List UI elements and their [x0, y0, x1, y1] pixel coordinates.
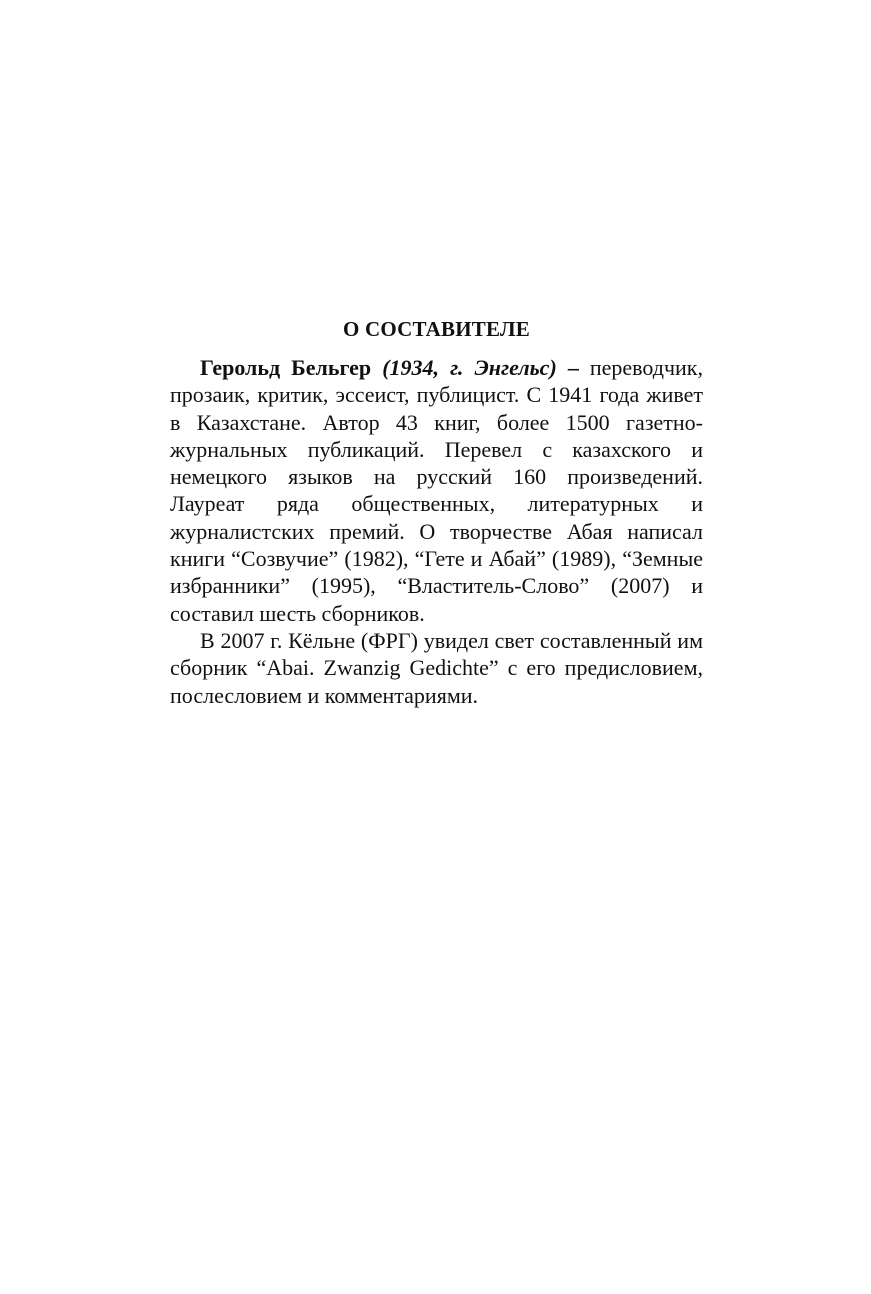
bio-paragraph-1-text: переводчик, прозаик, критик, эссеист, публицист. С 1941 года живет в Казахстане. Автор 43 книг, более 1500 газетно-журнальных публикаций. Перевел с казахского и немецкого языков на русский 160 произведений. Лауреат ряда общественных, литературных и журналистских премий. О творчестве Абая написал книги “Созвучие” (1982), “Гете и Абай” (1989), “Земные избранники” (1995), “Властитель-Слово” (2007) и составил шесть сборников. — [170, 355, 703, 626]
page-content — [170, 316, 703, 709]
author-name: Герольд Бельгер — [200, 355, 372, 380]
bio-paragraph-1 — [170, 354, 703, 627]
bio-paragraph-2: В 2007 г. Кёльне (ФРГ) увидел свет составленный им сборник “Abai. Zwanzig Gedichte” с его предисловием, послесловием и комментариями. — [170, 627, 703, 708]
author-dash: – — [556, 355, 579, 380]
author-dates: (1934, г. Энгельс) — [382, 355, 557, 380]
section-heading: О СОСТАВИТЕЛЕ — [343, 317, 530, 341]
